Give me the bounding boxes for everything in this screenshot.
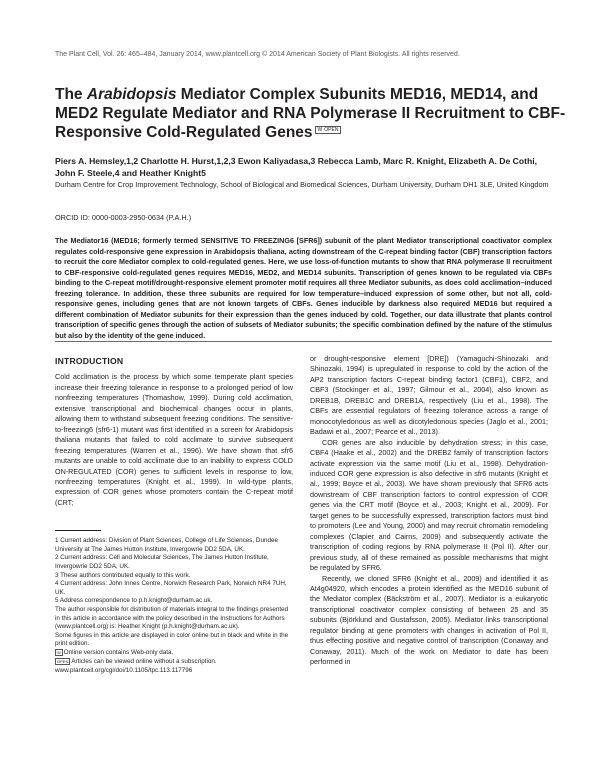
orcid-line: ORCID ID: 0000-0003-2950-0634 (P.A.H.): [55, 213, 192, 222]
abstract-divider: [55, 341, 552, 342]
web-data-note-text: Online version contains Web-only data.: [63, 648, 174, 656]
web-data-icon: W: [57, 649, 61, 655]
abstract: The Mediator16 (MED16; formerly termed SENSITIVE TO FREEZING6 [SFR6]) subunit of the plant Mediator transcriptional coactivator complex regulates cold-responsive gene expression in Arabidopsis thaliana, acting downstream of the C-repeat binding factor (CBF) transcription factors to recruit the core Mediator complex to cold-regulated genes. Here, we use loss-of-function mutants to show that RNA polymerase II recruitment to CBF-responsive cold-regulated genes requires MED16, MED2, and MED14 subunits. Transcription of genes known to be regulated via CBFs binding to the C-repeat motif/drought-responsive element promoter motif requires all three Mediator subunits, as does cold acclimation–induced freezing tolerance. In addition, these three subunits are required for low temperature–induced expression of some other, but not all, cold-responsive genes, including genes that are not known targets of CBFs. Genes inducible by darkness also required MED16 but required a different combination of Mediator subunits for their expression than the genes induced by cold. Together, our data illustrate that plants control transcription of specific genes through the action of subsets of Mediator subunits; the specific combination defined by the nature of the stimulus but also by the identity of the gene induced.: [55, 236, 552, 340]
right-paragraph-2: COR genes are also inducible by dehydration stress; in this case, CBF4 (Haake et al., 2002) and the DREB2 family of transcription factors activate expression via the same motif (Liu et al., 1998). Dehydration-induced COR gene expression is also defective in sfr6 mutants (Knight et al., 1999; Boyce et al., 2003). We have shown previously that SFR6 acts downstream of CBF transcription factors to control expression of COR genes via the CRT motif (Boyce et al., 2003; Knight et al., 2009). For target genes to be successfully expressed, transcription factors must bind to promoters (Lee and Young, 2000) and may recruit chromatin remodeling complexes (Clapier and Cairns, 2009) and subsequently activate the transcription of coding regions by RNA polymerase II (Pol II). After our previous study, all of these remained as possible mechanisms that might be regulated by SFR6.: [310, 437, 548, 573]
author-list: Piers A. Hemsley,1,2 Charlotte H. Hurst,1,2,3 Ewon Kaliyadasa,3 Rebecca Lamb, Marc R. Knight, Elizabeth A. De Cothi, John F. Steele,4 and Heather Knight5: [55, 156, 538, 178]
title-part-1: The: [55, 86, 87, 103]
right-paragraph-1: or drought-responsive element [DRE]) (Yamaguchi-Shinozaki and Shinozaki, 1994) is upregulated in response to cold by the action of the AP2 transcription factors C-repeat binding factor1 (CBF1), CBF2, and CBF3 (Stockinger et al., 1997; Gilmour et al., 2004), also known as DREB1B, DREB1C and DREB1A, respectively (Liu et al., 1998). The CBFs are essential regulators of freezing tolerance across a range of monocotyledonous as well as dicotyledonous species (Jaglo et al., 2001; Badawi et al., 2007; Pearce et al., 2013).: [310, 354, 548, 437]
intro-paragraph: Cold acclimation is the process by which some temperate plant species increase their freezing tolerance in response to a prolonged period of low nonfreezing temperatures (Thomashow, 1999). During cold acclimation, extensive transcriptional and biochemical changes occur in plants, allowing them to withstand subsequent freezing conditions. The sensitive-to-freezing6 (sfr6-1) mutant was first identified in a screen for Arabidopsis thaliana mutants that failed to cold acclimate to survive subsequent freezing temperatures (Warren et al., 1996). We have shown that sfr6 mutants are unable to cold acclimate due to an inability to express COLD ON-REGULATED (COR) genes to sufficient levels in response to low, nonfreezing temperatures (Knight et al., 1999). In wild-type plants, expression of COR genes whose promoters contain the C-repeat motif (CRT;: [55, 372, 293, 507]
right-paragraph-3: Recently, we cloned SFR6 (Knight et al., 2009) and identified it as At4g04920, which encodes a protein identified as the MED16 subunit of the Mediator complex (Bäckström et al., 2007). Mediator is a eukaryotic transcriptional coactivator complex consisting of between 25 and 35 subunits (Björklund and Gustafsson, 2005). Mediator links transcriptional regulator binding at gene promoters with changes in activation of Pol II, thus effecting positive and negative control of transcription (Conaway and Conaway, 2011). Much of the work on Mediator to date has been performed in: [310, 573, 548, 667]
footnotes: [55, 537, 293, 675]
section-heading-introduction: INTRODUCTION: [55, 356, 124, 366]
web-data-note: [55, 649, 293, 657]
right-column: [310, 354, 548, 668]
footnote-5: 5 Address correspondence to p.h.knight@durham.ac.uk.: [55, 597, 213, 605]
left-column: [55, 356, 293, 675]
footnote-2: 2 Current address: Cell and Molecular Sciences, The James Hutton Institute, Invergowrie DD2 5DA, UK.: [55, 554, 269, 570]
article-title: [55, 85, 575, 142]
journal-header: The Plant Cell, Vol. 26: 465–484, January 2014, www.plantcell.org © 2014 American Society of Plant Biologists. All rights reserved.: [55, 51, 460, 58]
title-part-2: Mediator Complex Subunits MED16, MED14, and MED2 Regulate Mediator and RNA Polymerase II Recruitment to CBF-Responsive Cold-Regulated Genes: [55, 86, 566, 141]
open-access-note: [55, 658, 293, 666]
open-access-note-text: Articles can be viewed online without a subscription.: [71, 657, 217, 665]
footnote-4: 4 Current address: John Innes Centre, Norwich Research Park, Norwich NR4 7UH, UK.: [55, 580, 287, 596]
open-access-badge-icon: OPEN: [324, 126, 339, 133]
footnote-divider: [55, 530, 101, 531]
access-badges: [315, 126, 342, 134]
web-data-badge-icon: W: [317, 126, 323, 133]
materials-statement: The author responsible for distribution of materials integral to the findings presented in this article in accordance with the policy described in the Instructions for Authors (www.plantcell.org) is: Heather Knight (p.h.knight@durham.ac.uk).: [55, 606, 289, 630]
footnote-3: 3 These authors contributed equally to this work.: [55, 571, 191, 579]
color-figures-note: Some figures in this article are displayed in color online but in black and white in the print edition.: [55, 631, 289, 647]
affiliation: Durham Centre for Crop Improvement Technology, School of Biological and Biomedical Sciences, Durham University, Durham DH1 3LE, United Kingdom: [55, 180, 549, 189]
doi-link[interactable]: www.plantcell.org/cgi/doi/10.1105/tpc.113.117796: [55, 666, 193, 674]
title-italic-species: Arabidopsis: [86, 86, 177, 103]
open-access-icon: OPEN: [57, 658, 69, 664]
footnote-1: 1 Current address: Division of Plant Sciences, College of Life Sciences, Dundee University at The James Hutton Institute, Invergowrie DD2 5DA, UK.: [55, 537, 278, 553]
